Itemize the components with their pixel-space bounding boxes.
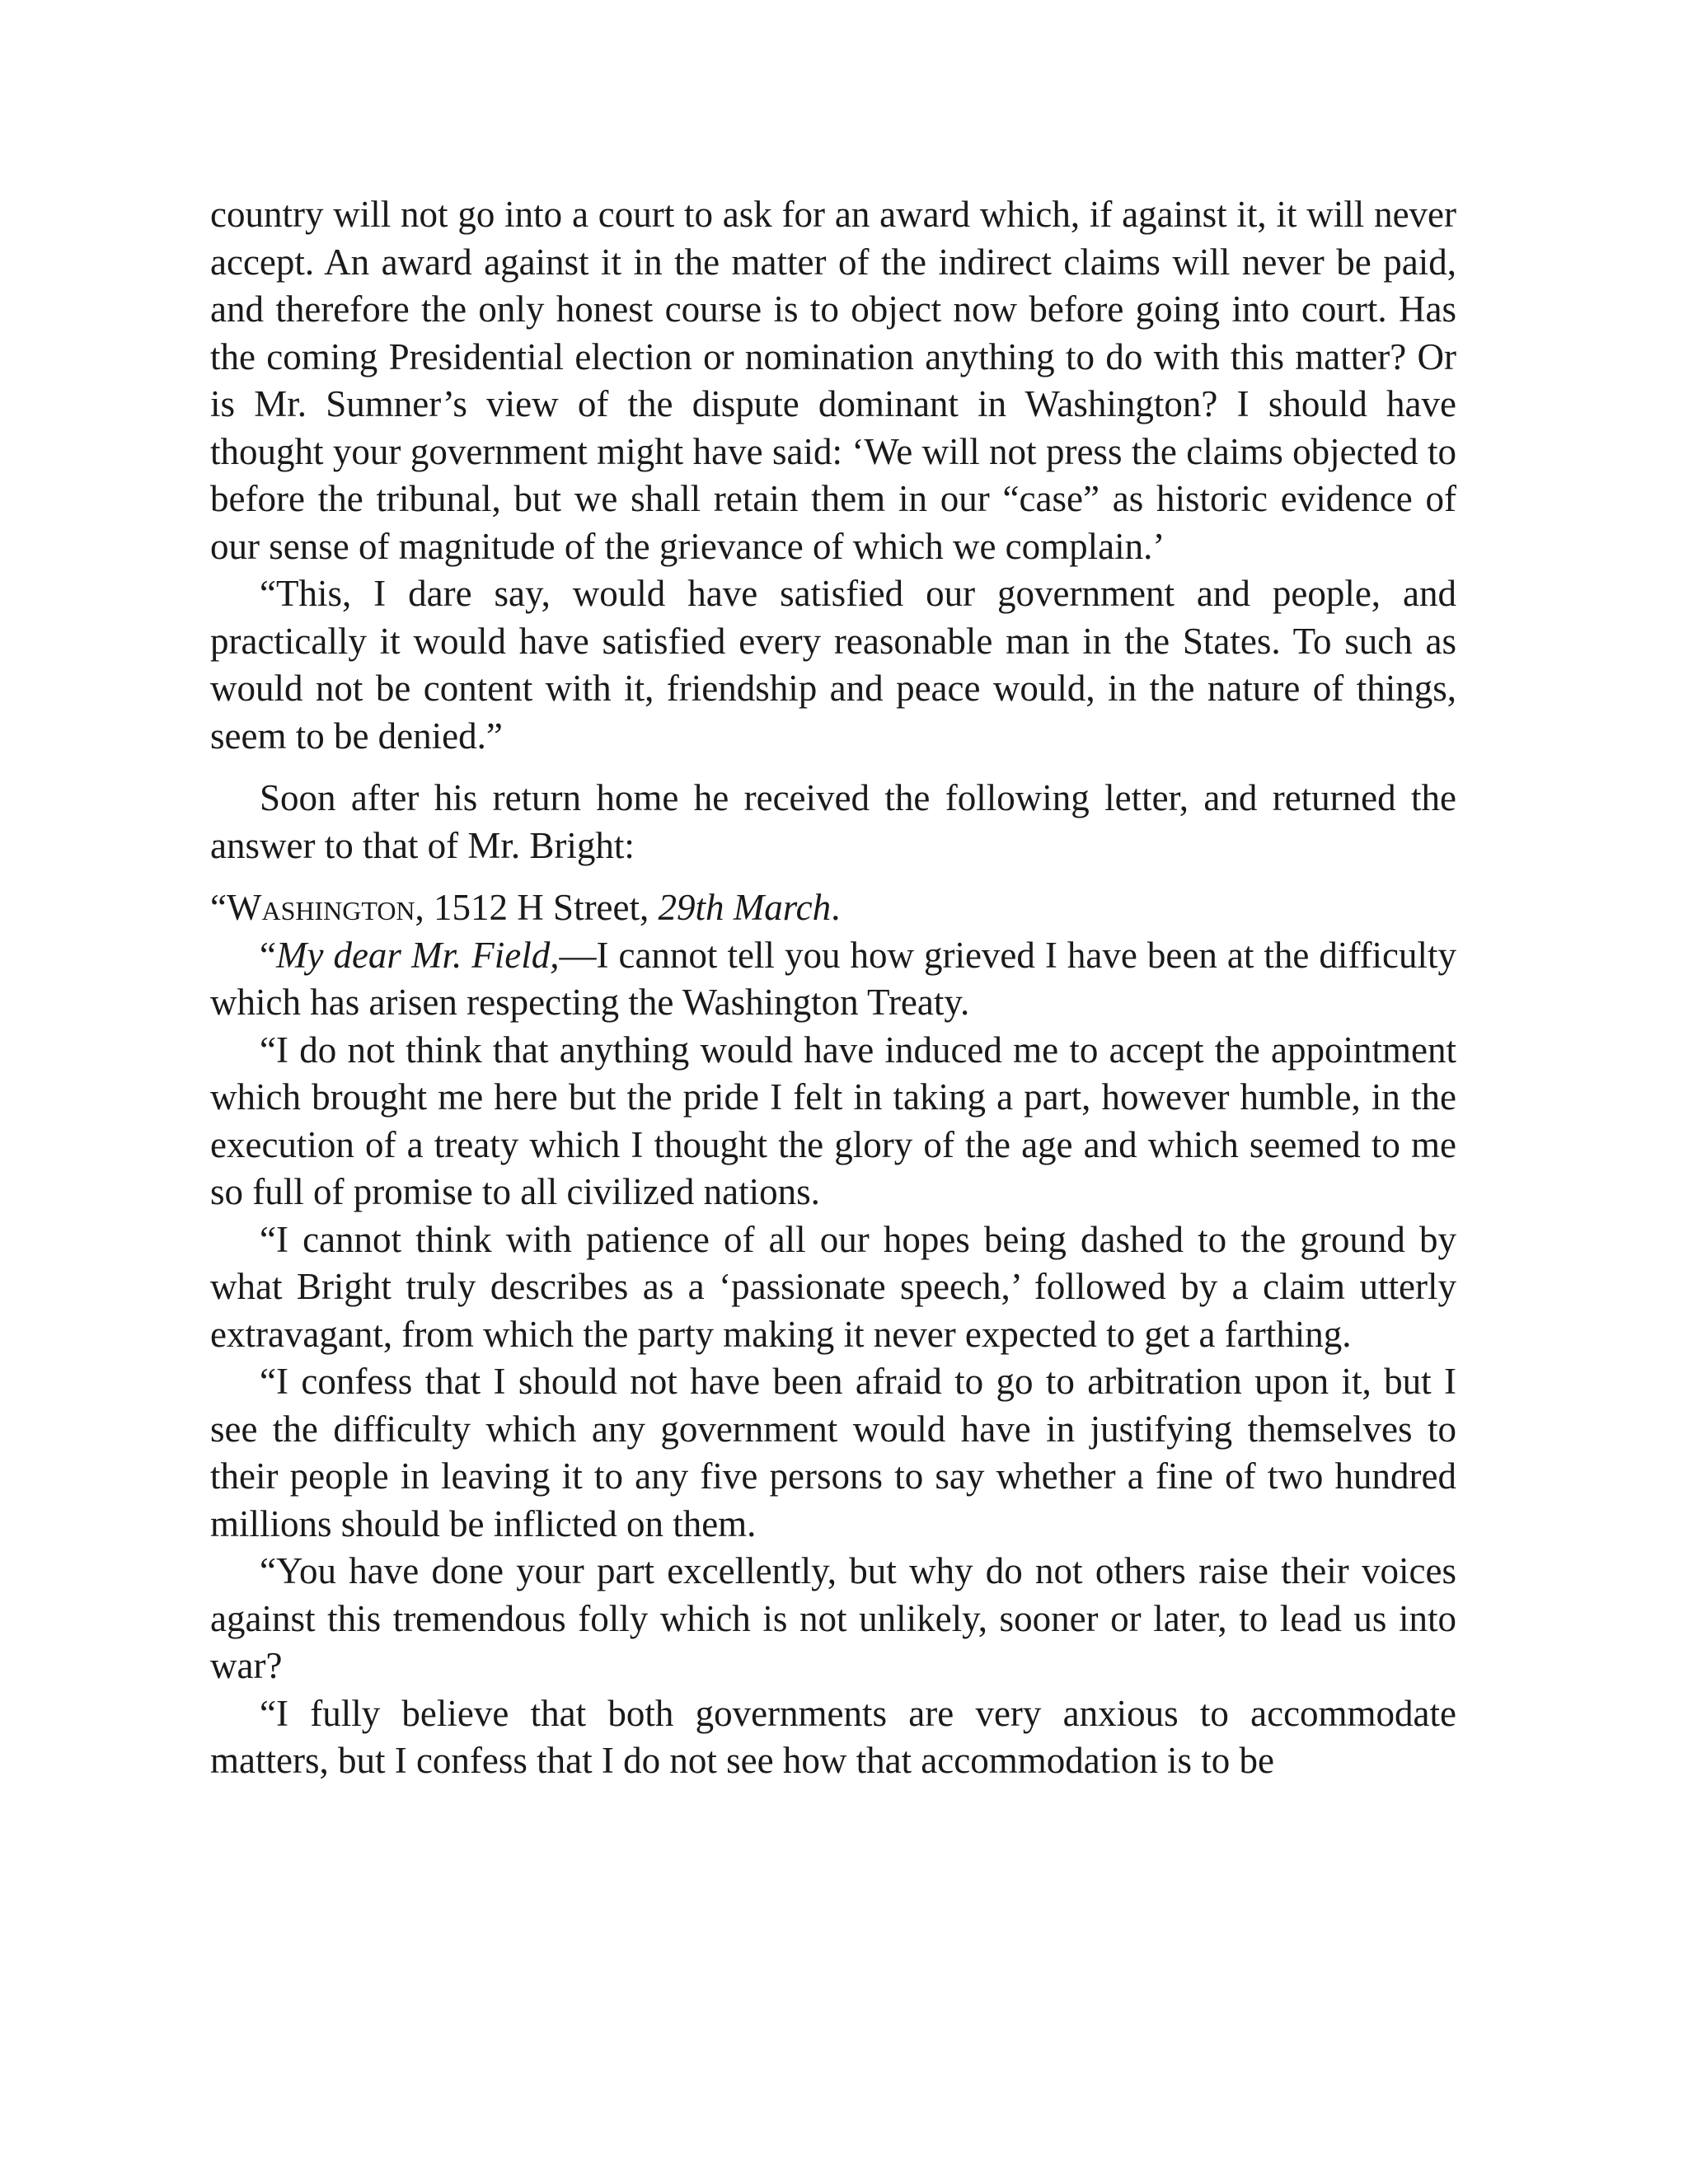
paragraph-continuation: country will not go into a court to ask for an award which, if against it, it will never accept. An award against it in the matter of the indirect claims will never be paid, and therefore the only honest course is to object now before going into court. Has the coming Presidential election or nomination anything to do with this matter? Or is Mr. Sumner’s view of the dispute dominant in Washington? I should have thought your government might have said: ‘We will not press the claims objected to before the tribunal, but we shall retain them in our “case” as historic evidence of our sense of magnitude of the grievance of which we complain.’ xyxy=(210,194,1456,567)
letter-paragraph: “I confess that I should not have been afraid to go to arbitration upon it, but I see the difficulty which any government would have in justifying themselves to their people in leaving it to any five persons to say whether a fine of two hundred millions should be inflicted on them. xyxy=(210,1361,1456,1544)
dateline-place: Washington xyxy=(226,887,415,928)
dateline-end: . xyxy=(831,887,841,928)
salutation-greeting: My dear Mr. Field, xyxy=(275,934,560,976)
letter-paragraph: “You have done your part excellently, but why do not others raise their voices against this tremendous folly which is not unlikely, sooner or later, to lead us into war? xyxy=(210,1550,1456,1686)
paragraph-narration: Soon after his return home he received the following letter, and returned the answer to that of Mr. Bright: xyxy=(210,777,1456,866)
paragraph-quote-close: “This, I dare say, would have satisfied our government and people, and practically it would have satisfied every reasonable man in the States. To such as would not be content with it, friendship and peace would, in the nature of things, seem to be denied.” xyxy=(210,573,1456,757)
dateline-address: , 1512 H Street, xyxy=(415,887,659,928)
book-page xyxy=(210,191,1456,1785)
letter-paragraph: “I fully believe that both governments are very anxious to accommodate matters, but I confess that I do not see how that accommodation is to be xyxy=(210,1692,1456,1781)
letter-salutation xyxy=(210,932,1456,1027)
dateline-open-quote: “ xyxy=(210,887,227,928)
salutation-open-quote: “ xyxy=(260,934,276,976)
dateline-date: 29th March xyxy=(658,887,832,928)
letter-paragraph: “I cannot think with patience of all our hopes being dashed to the ground by what Bright truly describes as a ‘passionate speech,’ followed by a claim utterly extravagant, from which the party making it never expected to get a farthing. xyxy=(210,1218,1456,1355)
letter-dateline xyxy=(210,884,1456,932)
salutation-text: —I cannot tell you how grieved I have been at the difficulty which has arisen respecting the Washington Treaty. xyxy=(210,934,1456,1023)
letter-paragraph: “I do not think that anything would have induced me to accept the appointment which brought me here but the pride I felt in taking a part, however humble, in the execution of a treaty which I thought the glory of the age and which seemed to me so full of promise to all civilized nations. xyxy=(210,1029,1456,1212)
